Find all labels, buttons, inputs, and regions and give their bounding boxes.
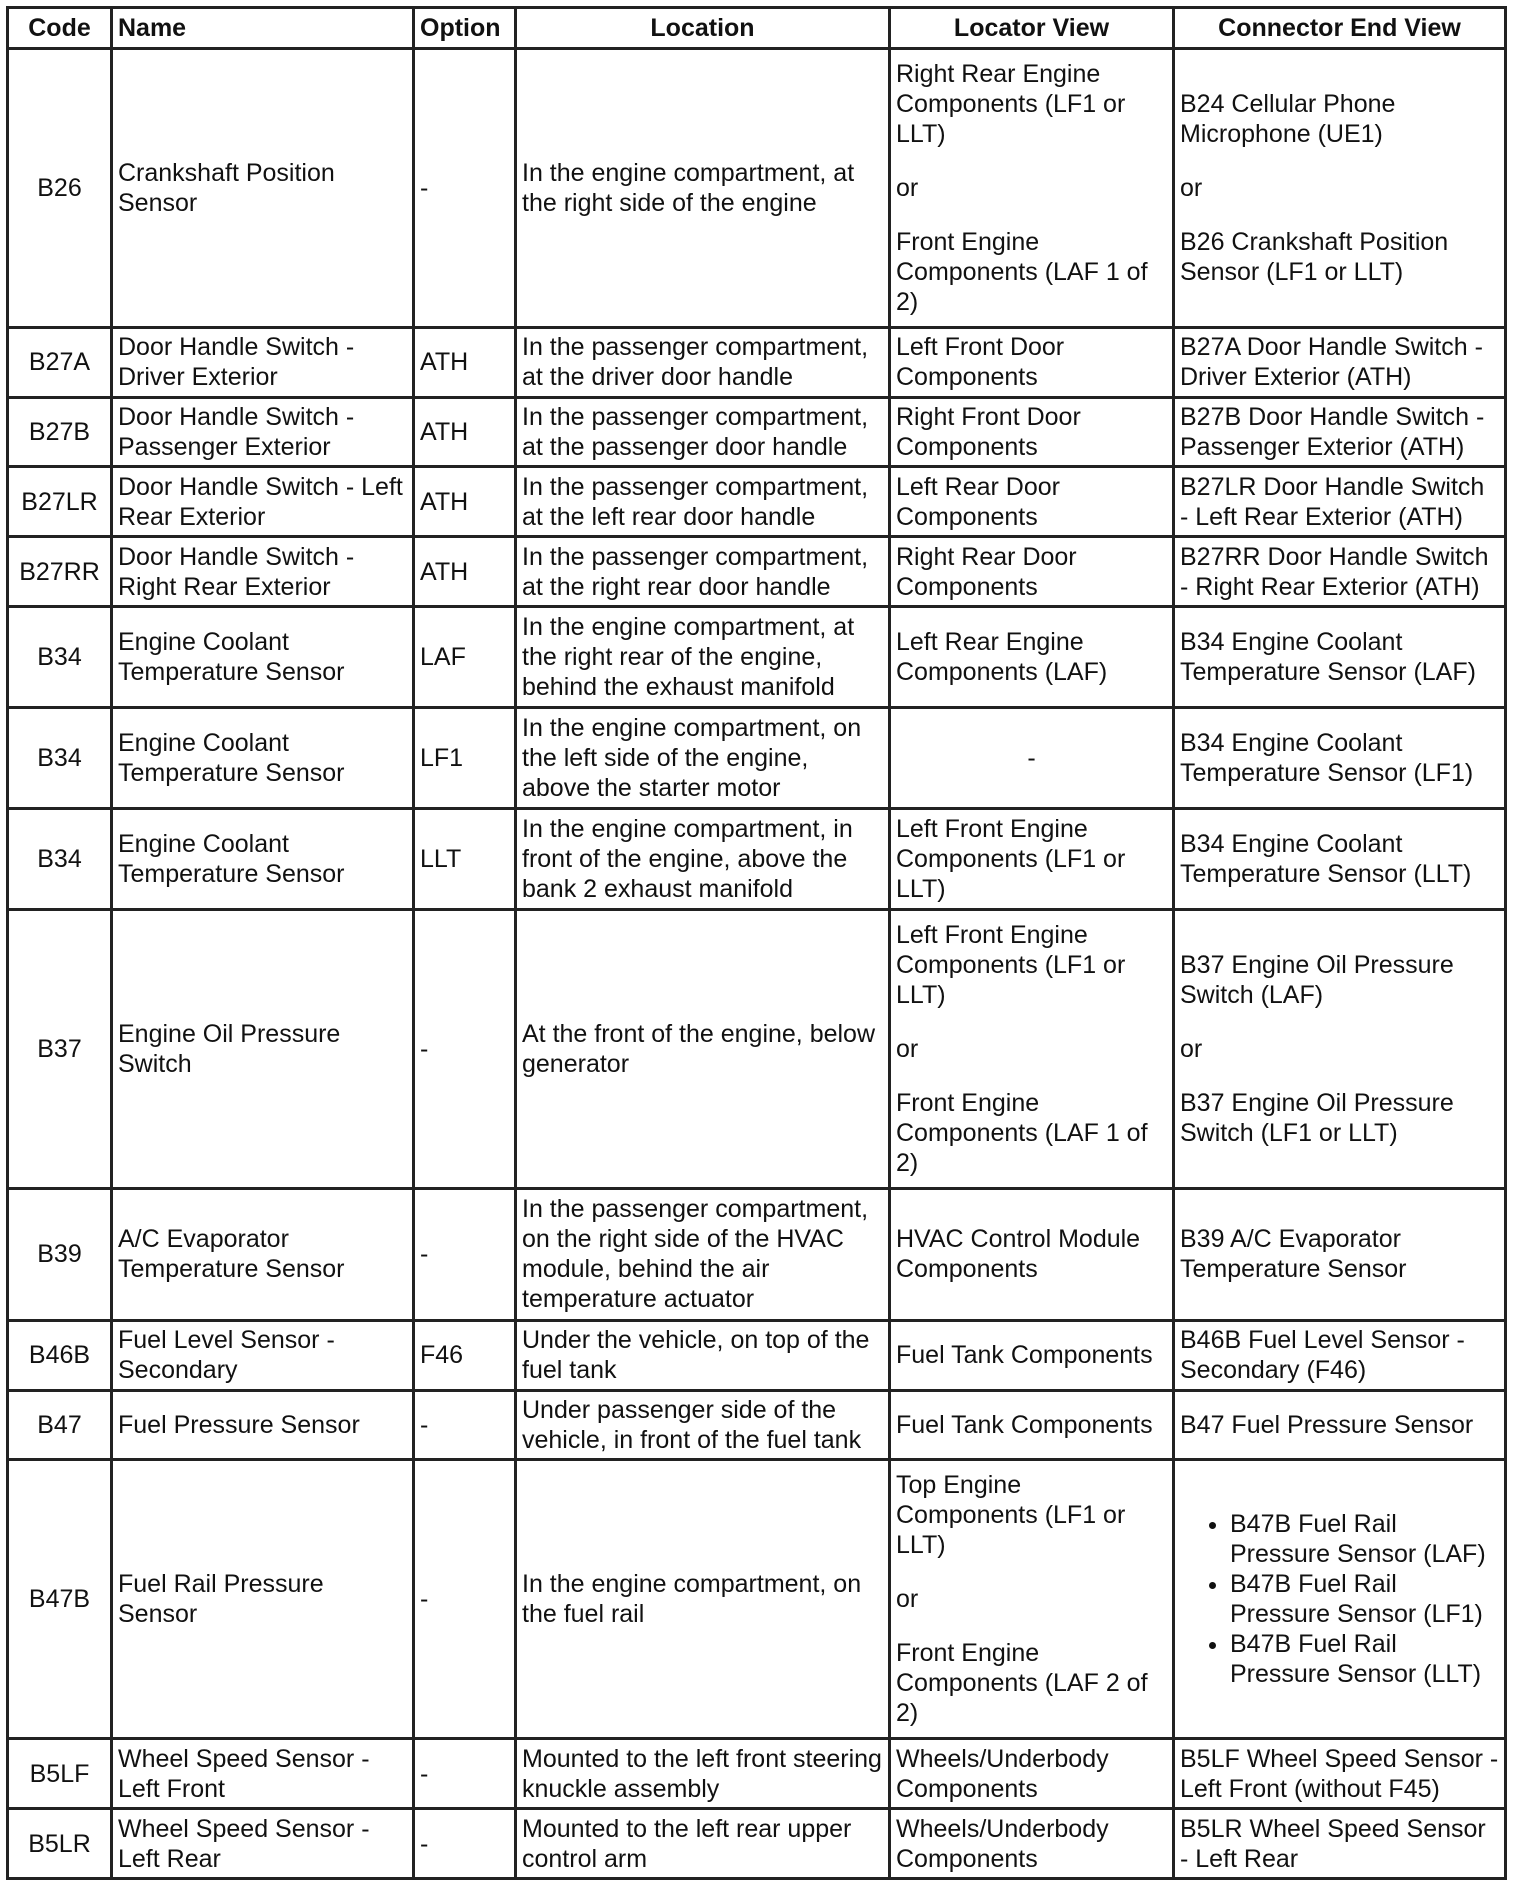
locator-view-text: Left Front Engine Components (LF1 or LLT) [896,920,1126,1009]
cell-connector-end-view [1174,397,1506,467]
cell-option: ATH [414,467,516,537]
cell-name: A/C Evaporator Temperature Sensor [112,1188,414,1320]
header-code: Code [8,8,112,49]
connector-end-view-text: B26 Crankshaft Position Sensor (LF1 or LLT) [1180,227,1449,286]
cell-name: Fuel Rail Pressure Sensor [112,1460,414,1739]
table-row [8,909,1506,1188]
locator-view-text: Right Rear Door Components [896,542,1077,601]
connector-end-view-text: B27RR Door Handle Switch - Right Rear Exterior (ATH) [1180,542,1489,601]
cell-code: B27B [8,397,112,467]
cell-option: ATH [414,537,516,607]
cell-connector-end-view [1174,1460,1506,1739]
header-locator-view: Locator View [890,8,1174,49]
cell-connector-end-view [1174,909,1506,1188]
cell-locator-view [890,1390,1174,1460]
table-row [8,1390,1506,1460]
header-location: Location [516,8,890,49]
cell-location: In the engine compartment, on the fuel rail [516,1460,890,1739]
cell-code: B26 [8,49,112,328]
cell-option: LF1 [414,707,516,808]
cell-locator-view [890,467,1174,537]
locator-view-text: Fuel Tank Components [896,1411,1153,1440]
cell-code: B5LR [8,1809,112,1879]
cell-locator-view [890,327,1174,397]
cell-code: B34 [8,707,112,808]
cell-locator-view [890,808,1174,909]
cell-location: In the passenger compartment, at the driver door handle [516,327,890,397]
cell-locator-view [890,1320,1174,1390]
cell-code: B37 [8,909,112,1188]
cell-connector-end-view [1174,1739,1506,1809]
cell-option: - [414,1390,516,1460]
cell-name: Door Handle Switch - Driver Exterior [112,327,414,397]
locator-view-text: Top Engine Components (LF1 or LLT) [896,1471,1126,1560]
cell-location: In the engine compartment, in front of the engine, above the bank 2 exhaust manifold [516,808,890,909]
cell-connector-end-view [1174,467,1506,537]
connector-end-view-text: or [1180,1034,1203,1063]
locator-view-text: or [896,173,919,202]
table-row [8,1320,1506,1390]
cell-locator-view [890,537,1174,607]
locator-view-text: Front Engine Components (LAF 2 of 2) [896,1639,1148,1728]
cell-name: Engine Oil Pressure Switch [112,909,414,1188]
cell-location: Mounted to the left front steering knuckle assembly [516,1739,890,1809]
locator-view-text: Wheels/Underbody Components [896,1814,1109,1873]
cell-connector-end-view [1174,537,1506,607]
cell-name: Engine Coolant Temperature Sensor [112,808,414,909]
table-body [8,49,1506,1879]
cell-code: B27LR [8,467,112,537]
cell-locator-view [890,1460,1174,1739]
connector-end-view-text: or [1180,173,1203,202]
locator-view-text: - [1027,743,1036,772]
locator-view-text: Left Rear Engine Components (LAF) [896,627,1108,686]
table-row [8,327,1506,397]
cell-option: F46 [414,1320,516,1390]
table-row [8,808,1506,909]
cell-location: In the engine compartment, at the right rear of the engine, behind the exhaust manifold [516,606,890,707]
locator-view-text: Left Front Engine Components (LF1 or LLT) [896,814,1126,903]
table-row [8,606,1506,707]
locator-view-text: Right Rear Engine Components (LF1 or LLT) [896,59,1126,148]
cell-option: - [414,1809,516,1879]
locator-view-text: Left Front Door Components [896,333,1065,392]
cell-location: Under passenger side of the vehicle, in front of the fuel tank [516,1390,890,1460]
cell-code: B27RR [8,537,112,607]
table-row [8,397,1506,467]
cell-code: B46B [8,1320,112,1390]
cell-locator-view [890,707,1174,808]
cell-connector-end-view [1174,1390,1506,1460]
cell-name: Door Handle Switch - Passenger Exterior [112,397,414,467]
connector-end-view-text: B37 Engine Oil Pressure Switch (LF1 or LLT) [1180,1088,1454,1147]
header-option: Option [414,8,516,49]
cell-location: In the passenger compartment, at the passenger door handle [516,397,890,467]
cell-connector-end-view [1174,707,1506,808]
cell-connector-end-view [1174,327,1506,397]
cell-locator-view [890,606,1174,707]
cell-locator-view [890,1739,1174,1809]
cell-option: LLT [414,808,516,909]
cell-location: Mounted to the left rear upper control arm [516,1809,890,1879]
header-row [8,8,1506,49]
connector-bullet-list [1180,1509,1499,1689]
cell-name: Crankshaft Position Sensor [112,49,414,328]
locator-view-text: Fuel Tank Components [896,1341,1153,1370]
cell-option: - [414,1739,516,1809]
cell-connector-end-view [1174,808,1506,909]
cell-location: In the engine compartment, on the left side of the engine, above the starter motor [516,707,890,808]
locator-view-text: or [896,1034,919,1063]
table-row [8,467,1506,537]
locator-view-text: HVAC Control Module Components [896,1225,1141,1284]
cell-connector-end-view [1174,1809,1506,1879]
connector-end-view-text: B34 Engine Coolant Temperature Sensor (LF1) [1180,728,1474,787]
connector-end-view-text: B37 Engine Oil Pressure Switch (LAF) [1180,950,1454,1009]
connector-end-view-text: B27B Door Handle Switch - Passenger Exterior (ATH) [1180,403,1485,462]
cell-locator-view [890,1809,1174,1879]
table-row [8,1188,1506,1320]
cell-name: Engine Coolant Temperature Sensor [112,606,414,707]
table-row [8,1460,1506,1739]
connector-end-view-text: B34 Engine Coolant Temperature Sensor (LLT) [1180,829,1472,888]
cell-locator-view [890,1188,1174,1320]
cell-location: In the passenger compartment, at the right rear door handle [516,537,890,607]
cell-connector-end-view [1174,1320,1506,1390]
table-row [8,1809,1506,1879]
cell-location: In the passenger compartment, at the left rear door handle [516,467,890,537]
table-row [8,1739,1506,1809]
cell-name: Wheel Speed Sensor - Left Front [112,1739,414,1809]
cell-locator-view [890,397,1174,467]
cell-location: In the engine compartment, at the right side of the engine [516,49,890,328]
cell-name: Wheel Speed Sensor - Left Rear [112,1809,414,1879]
list-item: • B47B Fuel Rail Pressure Sensor (LLT) [1230,1629,1499,1689]
connector-end-view-text: B24 Cellular Phone Microphone (UE1) [1180,89,1396,148]
connector-end-view-text: B39 A/C Evaporator Temperature Sensor [1180,1225,1407,1284]
connector-end-view-text: B5LF Wheel Speed Sensor - Left Front (without F45) [1180,1744,1499,1803]
cell-name: Fuel Pressure Sensor [112,1390,414,1460]
cell-code: B27A [8,327,112,397]
cell-location: Under the vehicle, on top of the fuel tank [516,1320,890,1390]
list-item: • B47B Fuel Rail Pressure Sensor (LF1) [1230,1569,1499,1629]
cell-location: In the passenger compartment, on the right side of the HVAC module, behind the air temperature actuator [516,1188,890,1320]
cell-location: At the front of the engine, below generator [516,909,890,1188]
cell-code: B34 [8,606,112,707]
locator-view-text: Right Front Door Components [896,403,1081,462]
cell-option: - [414,1188,516,1320]
connector-end-view-text: B27LR Door Handle Switch - Left Rear Exterior (ATH) [1180,472,1485,531]
cell-code: B39 [8,1188,112,1320]
connector-end-view-text: B34 Engine Coolant Temperature Sensor (LAF) [1180,627,1476,686]
cell-locator-view [890,909,1174,1188]
cell-connector-end-view [1174,606,1506,707]
locator-view-text: Front Engine Components (LAF 1 of 2) [896,227,1148,316]
table-row [8,707,1506,808]
cell-option: ATH [414,327,516,397]
cell-code: B34 [8,808,112,909]
connector-end-view-text: B5LR Wheel Speed Sensor - Left Rear [1180,1814,1486,1873]
cell-locator-view [890,49,1174,328]
connector-end-view-text: B47 Fuel Pressure Sensor [1180,1411,1474,1440]
cell-code: B47 [8,1390,112,1460]
cell-option: LAF [414,606,516,707]
header-connector-end-view: Connector End View [1174,8,1506,49]
locator-view-text: Left Rear Door Components [896,472,1060,531]
cell-connector-end-view [1174,49,1506,328]
cell-name: Door Handle Switch - Left Rear Exterior [112,467,414,537]
component-locator-table [6,6,1507,1880]
cell-option: - [414,1460,516,1739]
header-name: Name [112,8,414,49]
table-row [8,49,1506,328]
cell-name: Door Handle Switch - Right Rear Exterior [112,537,414,607]
connector-end-view-text: B46B Fuel Level Sensor - Secondary (F46) [1180,1326,1465,1385]
list-item: • B47B Fuel Rail Pressure Sensor (LAF) [1230,1509,1499,1569]
cell-option: - [414,909,516,1188]
cell-connector-end-view [1174,1188,1506,1320]
connector-end-view-text: B27A Door Handle Switch - Driver Exterior (ATH) [1180,333,1483,392]
cell-code: B47B [8,1460,112,1739]
cell-code: B5LF [8,1739,112,1809]
cell-option: ATH [414,397,516,467]
locator-view-text: or [896,1585,919,1614]
locator-view-text: Wheels/Underbody Components [896,1744,1109,1803]
table-row [8,537,1506,607]
cell-name: Engine Coolant Temperature Sensor [112,707,414,808]
cell-name: Fuel Level Sensor - Secondary [112,1320,414,1390]
locator-view-text: Front Engine Components (LAF 1 of 2) [896,1088,1148,1177]
cell-option: - [414,49,516,328]
